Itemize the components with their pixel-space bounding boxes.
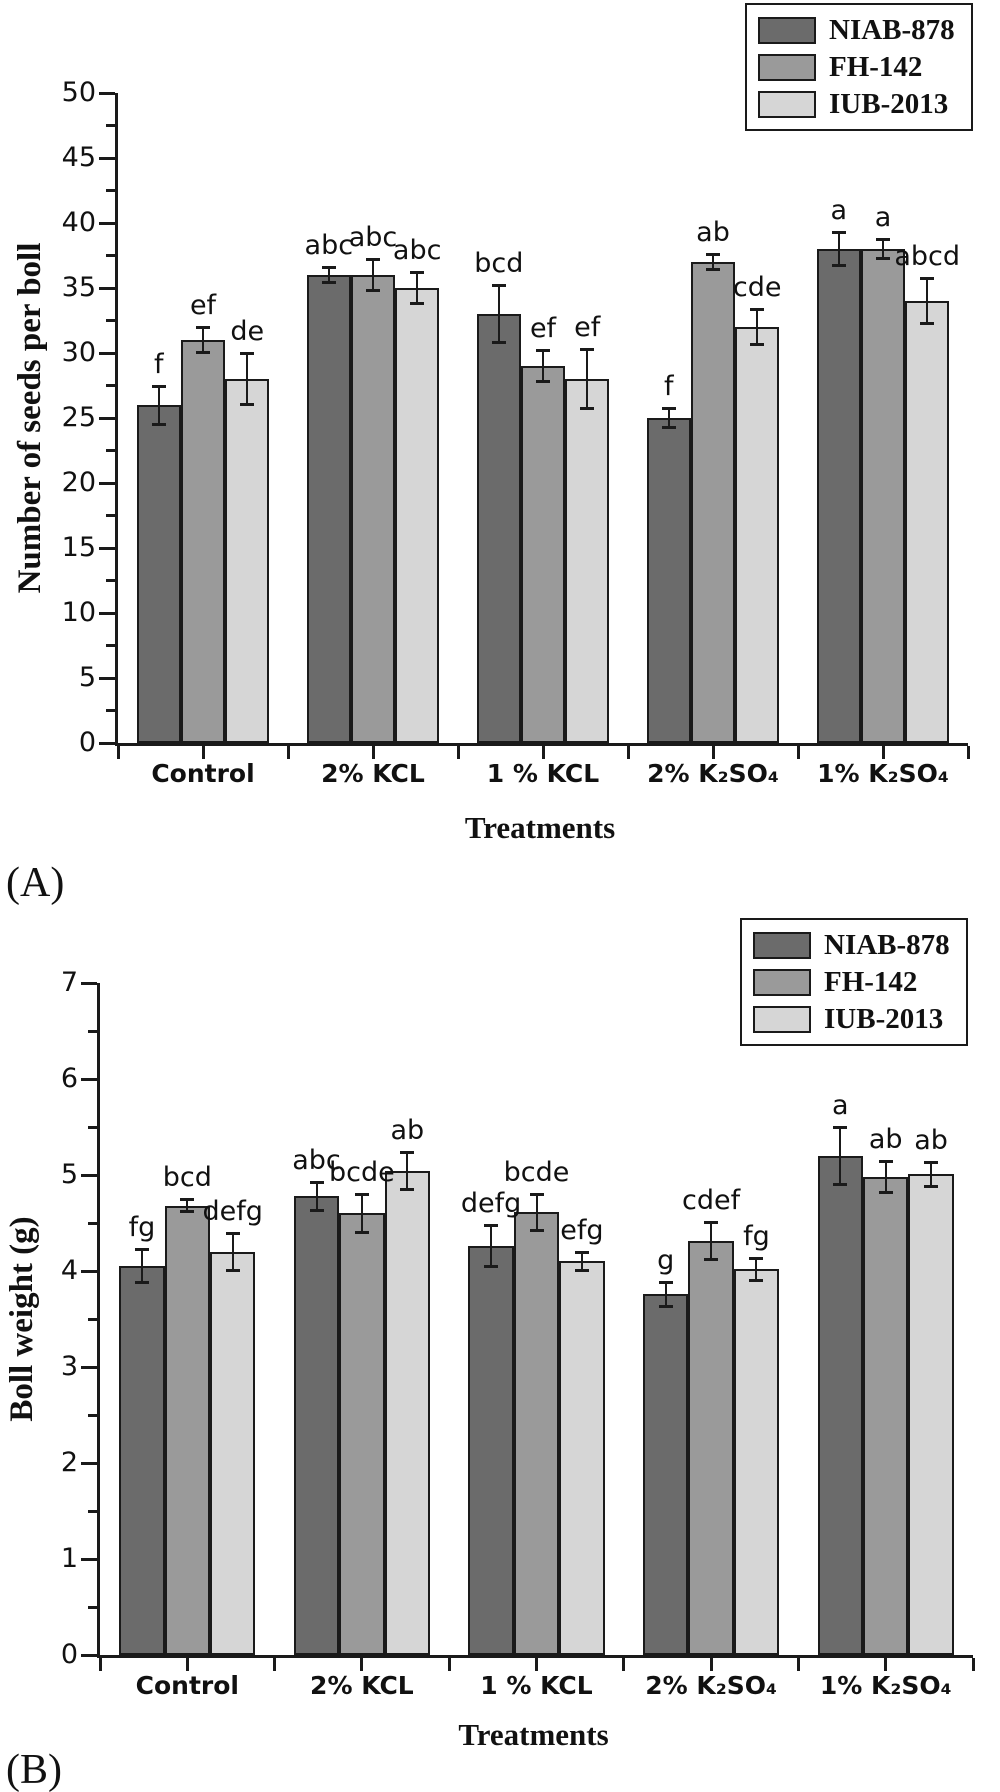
error-bar bbox=[372, 259, 374, 290]
error-bar bbox=[141, 1249, 143, 1284]
legend-label: IUB-2013 bbox=[824, 1003, 944, 1035]
y-minor-tick bbox=[106, 189, 115, 192]
error-bar-cap bbox=[492, 341, 506, 344]
error-bar bbox=[756, 309, 758, 345]
x-category-label: 2% KCL bbox=[321, 759, 425, 788]
x-tick bbox=[448, 1658, 451, 1671]
y-minor-tick bbox=[106, 709, 115, 712]
error-bar-cap bbox=[366, 289, 380, 292]
y-minor-tick bbox=[88, 1222, 97, 1225]
error-bar-cap bbox=[484, 1224, 498, 1227]
significance-letter: f bbox=[664, 370, 674, 402]
error-bar-cap bbox=[920, 322, 934, 325]
legend-swatch-iub-2013 bbox=[753, 1006, 811, 1033]
y-tick-label: 3 bbox=[60, 1351, 78, 1382]
bar-niab-878 bbox=[643, 1294, 688, 1655]
error-bar bbox=[755, 1258, 757, 1281]
bar-niab-878 bbox=[817, 249, 861, 743]
bar-niab-878 bbox=[818, 1156, 863, 1655]
error-bar bbox=[498, 285, 500, 342]
bar-niab-878 bbox=[477, 314, 521, 743]
error-bar bbox=[930, 1162, 932, 1187]
bar-iub-2013 bbox=[559, 1261, 604, 1655]
significance-letter: bcd bbox=[162, 1162, 212, 1193]
bar-niab-878 bbox=[294, 1196, 339, 1655]
bar-iub-2013 bbox=[565, 379, 609, 743]
y-minor-tick bbox=[88, 1606, 97, 1609]
x-tick bbox=[882, 746, 885, 759]
y-minor-tick bbox=[88, 1126, 97, 1129]
x-category-label: 1% K₂SO₄ bbox=[817, 759, 949, 788]
legend bbox=[740, 918, 968, 1046]
significance-letter: abc bbox=[348, 222, 398, 254]
bar-iub-2013 bbox=[908, 1174, 953, 1655]
error-bar-cap bbox=[575, 1251, 589, 1254]
x-tick bbox=[287, 746, 290, 759]
bar-niab-878 bbox=[137, 405, 181, 743]
significance-letter: fg bbox=[128, 1211, 156, 1243]
bar-fh-142 bbox=[691, 262, 735, 743]
x-tick bbox=[542, 746, 545, 759]
x-tick bbox=[797, 1658, 800, 1671]
y-tick-label: 15 bbox=[61, 532, 96, 563]
y-major-tick bbox=[81, 1462, 97, 1465]
error-bar bbox=[586, 349, 588, 409]
error-bar-cap bbox=[924, 1161, 938, 1164]
bar-iub-2013 bbox=[225, 379, 269, 743]
legend-label: IUB-2013 bbox=[829, 88, 949, 120]
error-bar-cap bbox=[706, 253, 720, 256]
error-bar-cap bbox=[135, 1248, 149, 1251]
bar-iub-2013 bbox=[210, 1252, 255, 1655]
x-tick bbox=[884, 1658, 887, 1671]
significance-letter: ef bbox=[189, 290, 217, 321]
y-axis-title: Number of seeds per boll bbox=[12, 242, 48, 594]
y-tick-label: 0 bbox=[78, 727, 96, 758]
significance-letter: bcde bbox=[503, 1157, 570, 1189]
error-bar-cap bbox=[310, 1209, 324, 1212]
significance-letter: bcd bbox=[474, 248, 524, 280]
y-tick-label: 6 bbox=[60, 1063, 78, 1094]
y-major-tick bbox=[99, 352, 115, 355]
error-bar-cap bbox=[879, 1191, 893, 1194]
error-bar-cap bbox=[240, 403, 254, 406]
x-tick bbox=[622, 1658, 625, 1671]
error-bar-cap bbox=[750, 343, 764, 346]
error-bar-cap bbox=[410, 302, 424, 305]
y-tick-label: 1 bbox=[60, 1543, 78, 1574]
error-bar-cap bbox=[924, 1185, 938, 1188]
y-major-tick bbox=[81, 1078, 97, 1081]
x-tick bbox=[273, 1658, 276, 1671]
y-tick-label: 40 bbox=[61, 207, 96, 238]
y-major-tick bbox=[99, 92, 115, 95]
legend-label: FH-142 bbox=[829, 51, 923, 83]
legend-item bbox=[758, 52, 955, 82]
error-bar bbox=[710, 1222, 712, 1260]
legend-label: NIAB-878 bbox=[829, 14, 955, 46]
bar-fh-142 bbox=[861, 249, 905, 743]
error-bar-cap bbox=[180, 1198, 194, 1201]
error-bar-cap bbox=[704, 1258, 718, 1261]
error-bar-cap bbox=[530, 1193, 544, 1196]
bar-fh-142 bbox=[688, 1241, 733, 1655]
error-bar bbox=[316, 1182, 318, 1211]
bar-niab-878 bbox=[119, 1266, 164, 1655]
legend-label: FH-142 bbox=[824, 966, 918, 998]
x-axis-title: Treatments bbox=[464, 810, 616, 845]
y-tick-label: 45 bbox=[61, 142, 96, 173]
x-category-label: 2% KCL bbox=[310, 1671, 414, 1700]
error-bar bbox=[542, 350, 544, 381]
legend-item bbox=[758, 89, 955, 119]
y-minor-tick bbox=[88, 1318, 97, 1321]
y-minor-tick bbox=[106, 384, 115, 387]
y-tick-label: 30 bbox=[61, 337, 96, 368]
error-bar-cap bbox=[484, 1265, 498, 1268]
y-minor-tick bbox=[106, 254, 115, 257]
bar-iub-2013 bbox=[735, 327, 779, 743]
error-bar bbox=[838, 232, 840, 266]
error-bar-cap bbox=[322, 281, 336, 284]
error-bar bbox=[665, 1282, 667, 1307]
x-tick bbox=[627, 746, 630, 759]
bar-fh-142 bbox=[514, 1212, 559, 1655]
error-bar bbox=[885, 1161, 887, 1194]
error-bar bbox=[839, 1127, 841, 1185]
x-category-label: Control bbox=[151, 759, 255, 788]
error-bar bbox=[232, 1233, 234, 1271]
error-bar-cap bbox=[580, 348, 594, 351]
y-major-tick bbox=[99, 677, 115, 680]
significance-letter: f bbox=[154, 348, 164, 380]
y-tick-label: 5 bbox=[78, 662, 96, 693]
bar-fh-142 bbox=[339, 1213, 384, 1655]
error-bar-cap bbox=[135, 1281, 149, 1284]
y-minor-tick bbox=[106, 644, 115, 647]
error-bar bbox=[882, 239, 884, 260]
y-major-tick bbox=[99, 612, 115, 615]
bar-fh-142 bbox=[351, 275, 395, 743]
error-bar-cap bbox=[492, 284, 506, 287]
significance-letter: efg bbox=[560, 1214, 604, 1246]
panel-label-b: (B) bbox=[6, 1747, 62, 1792]
error-bar-cap bbox=[366, 258, 380, 261]
error-bar-cap bbox=[400, 1188, 414, 1191]
error-bar-cap bbox=[659, 1281, 673, 1284]
x-category-label: 1% K₂SO₄ bbox=[819, 1671, 952, 1700]
error-bar-cap bbox=[355, 1231, 369, 1234]
bar-fh-142 bbox=[181, 340, 225, 743]
error-bar-cap bbox=[575, 1269, 589, 1272]
bar-iub-2013 bbox=[395, 288, 439, 743]
error-bar-cap bbox=[833, 1126, 847, 1129]
significance-letter: fg bbox=[743, 1220, 770, 1252]
y-major-tick bbox=[99, 742, 115, 745]
error-bar-cap bbox=[196, 351, 210, 354]
error-bar-cap bbox=[226, 1232, 240, 1235]
legend-item bbox=[753, 930, 950, 960]
y-tick-label: 4 bbox=[60, 1255, 78, 1286]
error-bar-cap bbox=[530, 1229, 544, 1232]
y-major-tick bbox=[81, 1270, 97, 1273]
legend-swatch-iub-2013 bbox=[758, 91, 816, 118]
error-bar bbox=[361, 1194, 363, 1232]
error-bar-cap bbox=[920, 277, 934, 280]
significance-letter: ef bbox=[529, 313, 557, 345]
x-tick bbox=[186, 1658, 189, 1671]
y-tick-label: 10 bbox=[61, 597, 96, 628]
error-bar-cap bbox=[196, 326, 210, 329]
significance-letter: de bbox=[230, 316, 265, 347]
error-bar-cap bbox=[832, 231, 846, 234]
significance-letter: bcde bbox=[329, 1157, 395, 1189]
error-bar-cap bbox=[536, 349, 550, 352]
error-bar-cap bbox=[152, 385, 166, 388]
plot-area-a bbox=[61, 77, 968, 788]
error-bar bbox=[536, 1194, 538, 1230]
bar-fh-142 bbox=[165, 1206, 210, 1655]
x-tick bbox=[99, 1658, 102, 1671]
y-major-tick bbox=[81, 1174, 97, 1177]
significance-letter: cde bbox=[732, 271, 782, 303]
error-bar-cap bbox=[749, 1257, 763, 1260]
significance-letter: abc bbox=[392, 235, 442, 267]
error-bar-cap bbox=[180, 1210, 194, 1213]
error-bar bbox=[246, 353, 248, 405]
x-tick bbox=[712, 746, 715, 759]
bar-niab-878 bbox=[307, 275, 351, 743]
y-major-tick bbox=[81, 1366, 97, 1369]
error-bar-cap bbox=[662, 407, 676, 410]
error-bar-cap bbox=[876, 238, 890, 241]
x-category-label: 2% K₂SO₄ bbox=[645, 1671, 777, 1700]
significance-letter: a bbox=[874, 201, 892, 233]
error-bar-cap bbox=[400, 1151, 414, 1154]
legend-swatch-niab-878 bbox=[753, 932, 811, 959]
error-bar-cap bbox=[704, 1221, 718, 1224]
y-minor-tick bbox=[106, 449, 115, 452]
error-bar-cap bbox=[310, 1181, 324, 1184]
bar-iub-2013 bbox=[385, 1171, 430, 1655]
significance-letter: ab bbox=[914, 1124, 948, 1156]
x-tick bbox=[967, 746, 970, 759]
y-minor-tick bbox=[106, 514, 115, 517]
legend-swatch-fh-142 bbox=[753, 969, 811, 996]
x-category-label: 1 % KCL bbox=[486, 759, 600, 788]
y-major-tick bbox=[81, 982, 97, 985]
panel-b bbox=[0, 905, 1000, 1792]
x-tick bbox=[710, 1658, 713, 1671]
x-category-label: 2% K₂SO₄ bbox=[647, 759, 779, 788]
significance-letter: abc bbox=[292, 1144, 341, 1176]
legend-label: NIAB-878 bbox=[824, 929, 950, 961]
bar-niab-878 bbox=[647, 418, 691, 743]
legend-swatch-niab-878 bbox=[758, 17, 816, 44]
x-tick bbox=[535, 1658, 538, 1671]
error-bar bbox=[416, 272, 418, 303]
significance-letter: ab bbox=[868, 1123, 903, 1155]
x-category-label: 1 % KCL bbox=[480, 1671, 593, 1700]
bar-iub-2013 bbox=[734, 1269, 779, 1655]
significance-letter: abcd bbox=[894, 240, 961, 272]
significance-letter: a bbox=[830, 195, 848, 227]
bar-iub-2013 bbox=[905, 301, 949, 743]
x-tick bbox=[202, 746, 205, 759]
error-bar-cap bbox=[410, 271, 424, 274]
error-bar-cap bbox=[226, 1269, 240, 1272]
panel-label-a: (A) bbox=[6, 860, 65, 906]
y-minor-tick bbox=[106, 319, 115, 322]
legend-item bbox=[758, 15, 955, 45]
error-bar bbox=[490, 1225, 492, 1267]
y-minor-tick bbox=[106, 579, 115, 582]
error-bar-cap bbox=[879, 1160, 893, 1163]
y-tick-label: 25 bbox=[61, 402, 96, 433]
error-bar-cap bbox=[876, 257, 890, 260]
y-major-tick bbox=[99, 482, 115, 485]
error-bar-cap bbox=[662, 426, 676, 429]
significance-letter: abc bbox=[304, 230, 354, 262]
x-tick bbox=[117, 746, 120, 759]
legend bbox=[745, 3, 973, 131]
x-tick bbox=[797, 746, 800, 759]
y-major-tick bbox=[81, 1654, 97, 1657]
error-bar-cap bbox=[659, 1305, 673, 1308]
error-bar bbox=[926, 278, 928, 325]
y-minor-tick bbox=[88, 1414, 97, 1417]
legend-swatch-fh-142 bbox=[758, 54, 816, 81]
y-tick-label: 20 bbox=[61, 467, 96, 498]
error-bar-cap bbox=[833, 1183, 847, 1186]
error-bar-cap bbox=[580, 407, 594, 410]
significance-letter: ab bbox=[696, 217, 730, 249]
error-bar-cap bbox=[706, 268, 720, 271]
error-bar bbox=[668, 408, 670, 429]
bar-fh-142 bbox=[521, 366, 565, 743]
y-minor-tick bbox=[88, 1030, 97, 1033]
significance-letter: ab bbox=[390, 1114, 425, 1146]
x-category-label: Control bbox=[135, 1671, 239, 1700]
y-major-tick bbox=[99, 417, 115, 420]
legend-item bbox=[753, 1004, 950, 1034]
error-bar bbox=[406, 1152, 408, 1190]
error-bar bbox=[202, 327, 204, 353]
significance-letter: a bbox=[832, 1090, 849, 1121]
x-tick bbox=[372, 746, 375, 759]
error-bar-cap bbox=[355, 1193, 369, 1196]
y-axis-title: Boll weight (g) bbox=[4, 1216, 40, 1422]
significance-letter: g bbox=[657, 1244, 675, 1276]
error-bar-cap bbox=[832, 264, 846, 267]
error-bar bbox=[158, 386, 160, 425]
bar-niab-878 bbox=[468, 1246, 513, 1655]
y-major-tick bbox=[99, 547, 115, 550]
y-tick-label: 50 bbox=[61, 77, 96, 108]
y-major-tick bbox=[99, 157, 115, 160]
error-bar-cap bbox=[322, 266, 336, 269]
y-minor-tick bbox=[88, 1510, 97, 1513]
significance-letter: cdef bbox=[682, 1185, 741, 1217]
x-axis-title: Treatments bbox=[458, 1717, 609, 1752]
y-major-tick bbox=[99, 287, 115, 290]
y-tick-label: 35 bbox=[61, 272, 96, 303]
significance-letter: ef bbox=[574, 312, 601, 344]
error-bar-cap bbox=[240, 352, 254, 355]
error-bar-cap bbox=[536, 380, 550, 383]
significance-letter: defg bbox=[460, 1187, 522, 1219]
error-bar-cap bbox=[750, 308, 764, 311]
significance-letter: defg bbox=[202, 1195, 263, 1227]
legend-item bbox=[753, 967, 950, 997]
y-tick-label: 2 bbox=[60, 1447, 78, 1478]
y-tick-label: 0 bbox=[60, 1639, 78, 1670]
y-major-tick bbox=[81, 1558, 97, 1561]
x-tick bbox=[972, 1658, 975, 1671]
x-tick bbox=[457, 746, 460, 759]
y-major-tick bbox=[99, 222, 115, 225]
bar-fh-142 bbox=[863, 1177, 908, 1655]
error-bar-cap bbox=[749, 1279, 763, 1282]
y-minor-tick bbox=[106, 124, 115, 127]
y-tick-label: 7 bbox=[60, 967, 78, 998]
y-tick-label: 5 bbox=[60, 1159, 78, 1190]
x-tick bbox=[360, 1658, 363, 1671]
error-bar-cap bbox=[152, 423, 166, 426]
